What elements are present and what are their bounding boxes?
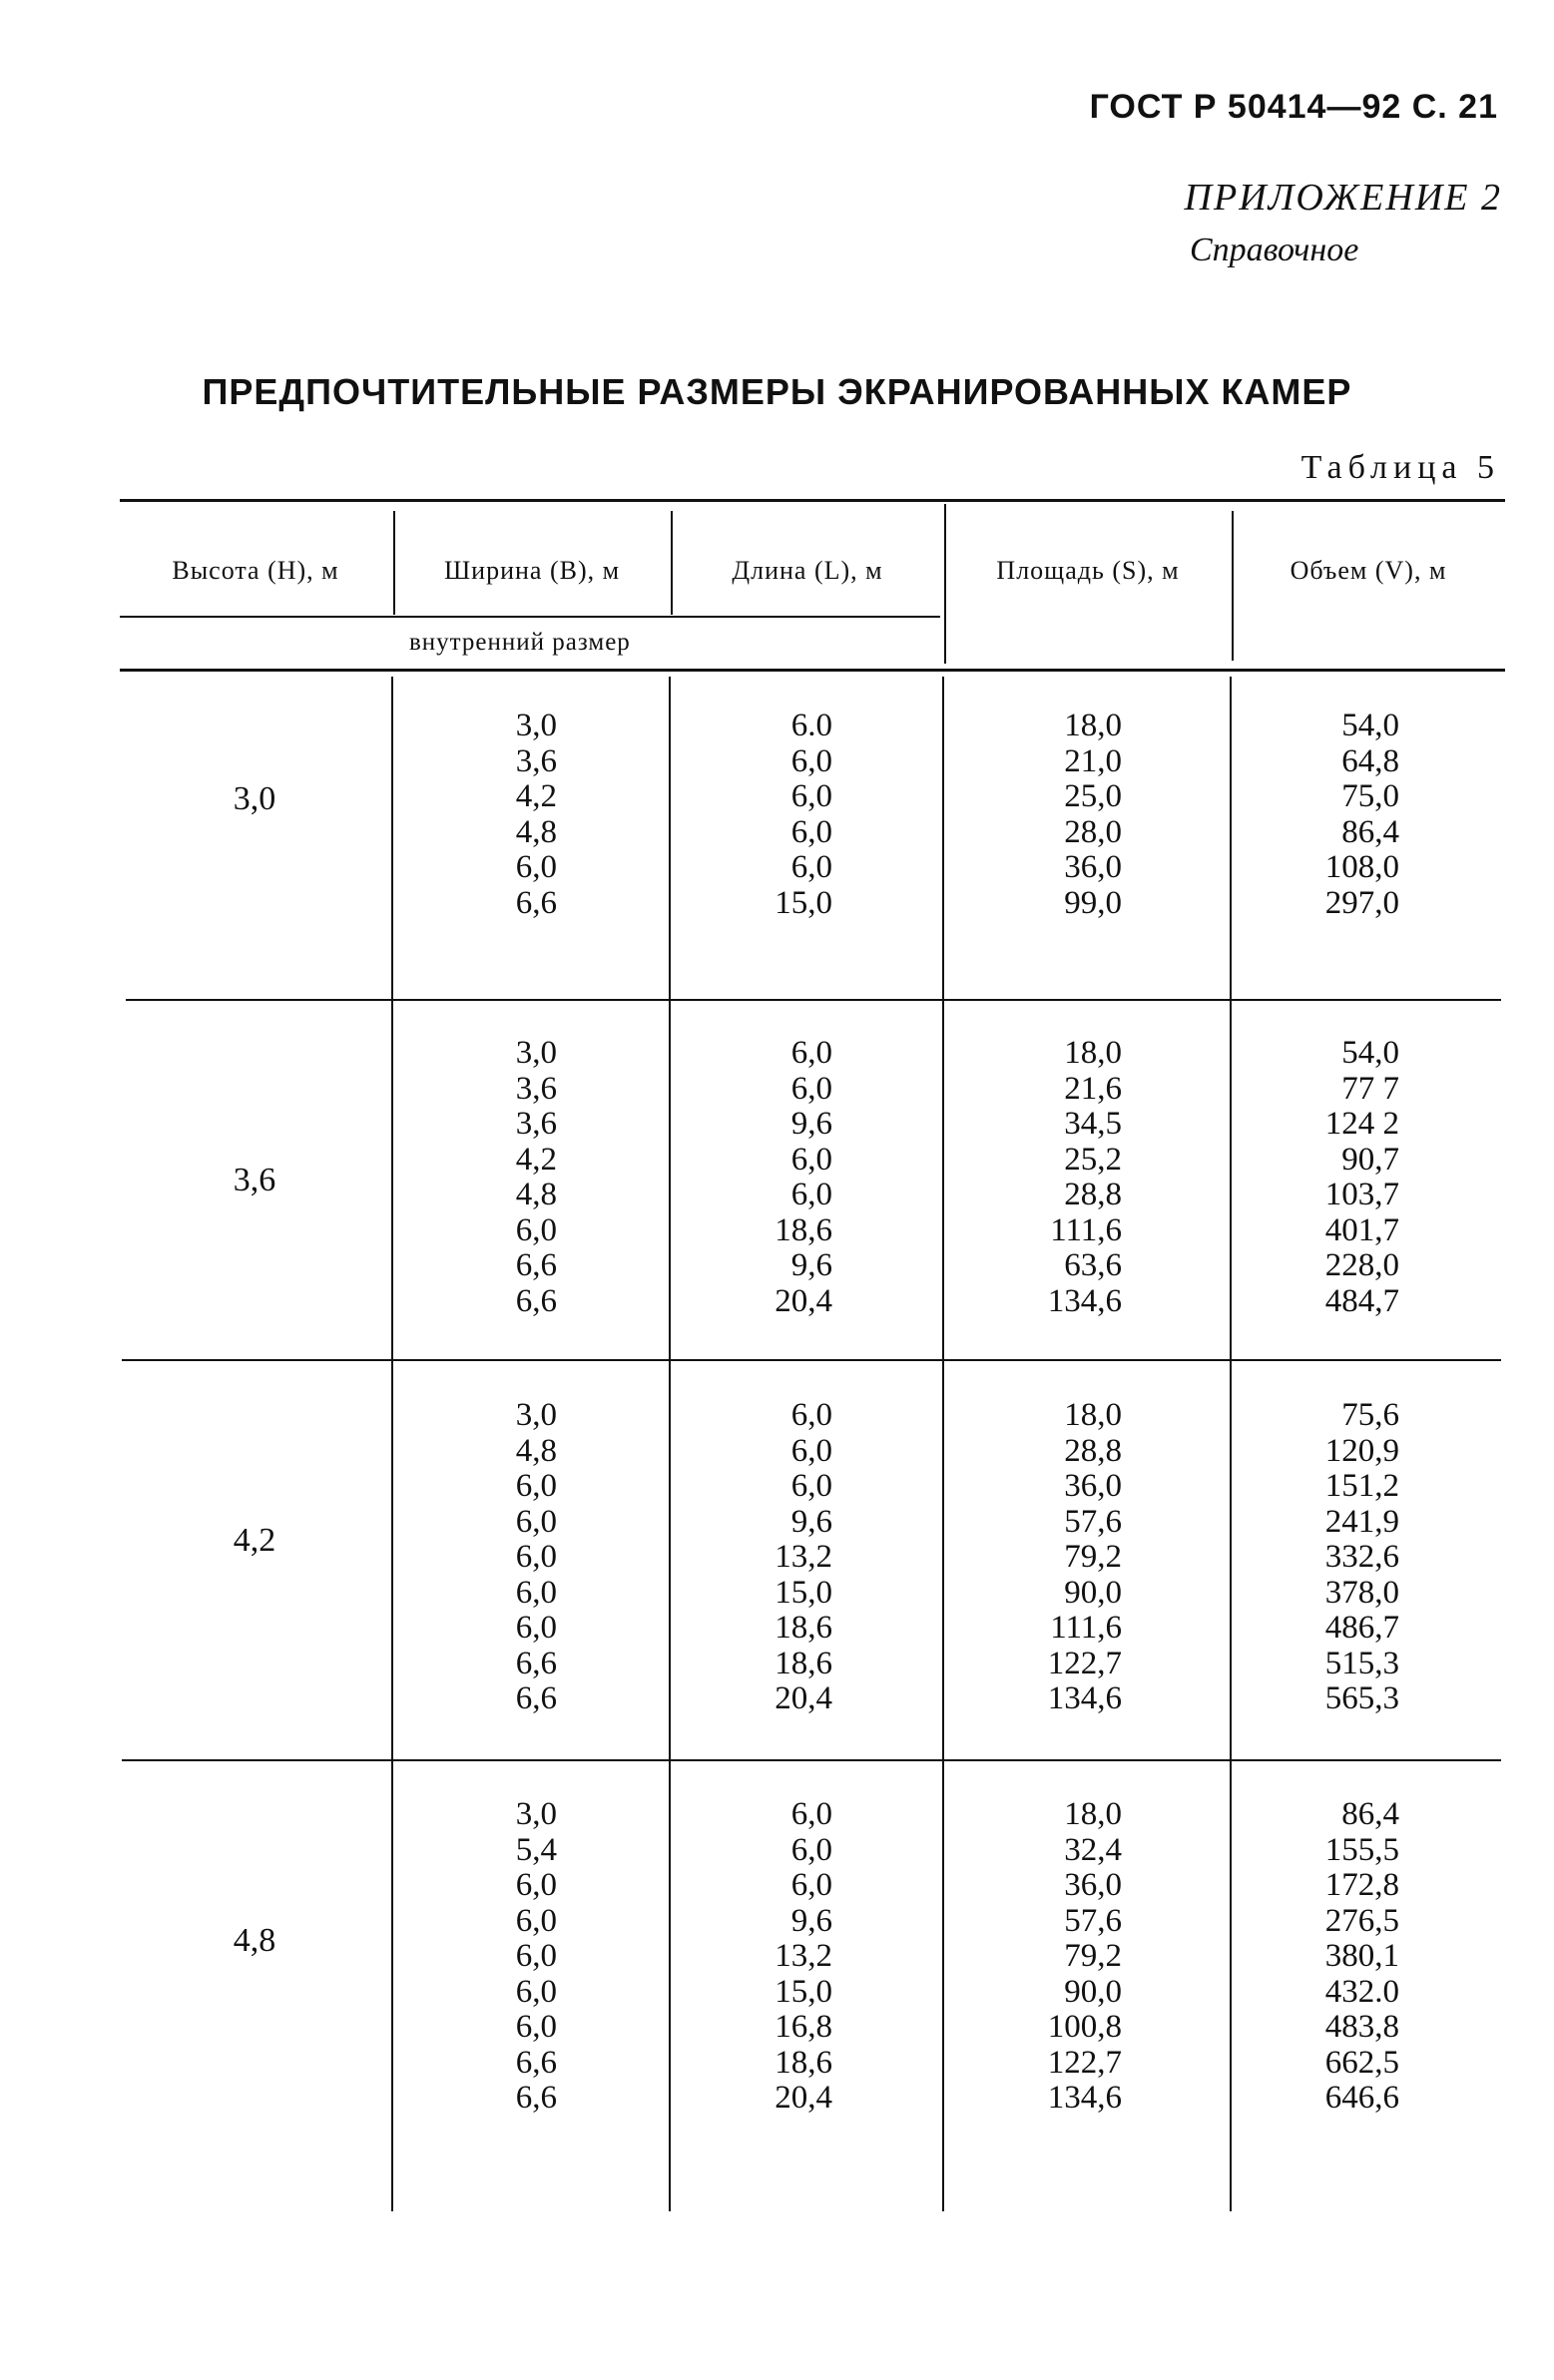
width-cell: 3,0 xyxy=(515,1796,557,1832)
length-cell: 20,4 xyxy=(775,1680,832,1716)
width-cell: 6,6 xyxy=(515,2080,557,2116)
volume-cell: 515,3 xyxy=(1324,1645,1399,1681)
col-divider-4 xyxy=(1230,677,1232,2211)
width-cell: 6,0 xyxy=(515,1938,557,1974)
area-cell: 122,7 xyxy=(1047,2044,1122,2081)
volume-cell: 483,8 xyxy=(1324,2009,1399,2045)
area-cell: 134,6 xyxy=(1047,2080,1122,2116)
table-label: Таблица 5 xyxy=(1300,449,1500,486)
volume-cell: 297,0 xyxy=(1324,884,1399,921)
area-cell: 18,0 xyxy=(1064,1397,1122,1433)
volume-cell: 378,0 xyxy=(1324,1574,1399,1611)
width-cell: 4,8 xyxy=(515,1432,557,1469)
height-value: 4,8 xyxy=(233,1922,276,1959)
length-cell: 6,0 xyxy=(790,1141,832,1178)
height-value: 3,0 xyxy=(233,780,276,817)
length-cell: 6,0 xyxy=(790,1468,832,1504)
length-cell: 9,6 xyxy=(790,1106,832,1142)
width-cell: 6,0 xyxy=(515,1503,557,1540)
area-cell: 63,6 xyxy=(1064,1247,1122,1283)
area-cell: 79,2 xyxy=(1064,1938,1122,1974)
width-column xyxy=(439,709,557,921)
volume-cell: 103,7 xyxy=(1324,1177,1399,1212)
volume-cell: 228,0 xyxy=(1324,1247,1399,1283)
width-cell: 3,0 xyxy=(515,1397,557,1433)
area-cell: 122,7 xyxy=(1047,1645,1122,1681)
width-cell: 3,6 xyxy=(515,1070,557,1107)
width-cell: 6,6 xyxy=(515,1282,557,1319)
area-cell: 25,2 xyxy=(1064,1141,1122,1178)
volume-cell: 54,0 xyxy=(1341,708,1399,743)
width-cell: 5,4 xyxy=(515,1831,557,1868)
group-rule-2 xyxy=(122,1359,1501,1361)
area-cell: 134,6 xyxy=(1047,1282,1122,1319)
length-cell: 6,0 xyxy=(790,1831,832,1868)
volume-cell: 86,4 xyxy=(1341,1796,1399,1832)
area-cell: 34,5 xyxy=(1064,1106,1122,1142)
volume-cell: 401,7 xyxy=(1324,1211,1399,1248)
width-cell: 6,0 xyxy=(515,849,557,885)
width-cell: 6,0 xyxy=(515,1539,557,1575)
volume-cell: 332,6 xyxy=(1324,1539,1399,1575)
width-cell: 6,0 xyxy=(515,1902,557,1939)
height-value: 3,6 xyxy=(233,1162,276,1198)
length-column xyxy=(715,1036,832,1319)
volume-cell: 77 7 xyxy=(1341,1070,1399,1107)
volume-cell: 108,0 xyxy=(1324,849,1399,885)
volume-cell: 276,5 xyxy=(1324,1902,1399,1939)
width-cell: 4,8 xyxy=(515,813,557,850)
group-rule-3 xyxy=(122,1759,1501,1761)
width-cell: 6,0 xyxy=(515,1610,557,1646)
length-cell: 15,0 xyxy=(775,1574,832,1611)
width-cell: 4,8 xyxy=(515,1177,557,1212)
volume-column xyxy=(1266,1036,1399,1319)
length-cell: 18,6 xyxy=(775,2044,832,2081)
width-cell: 3,6 xyxy=(515,1106,557,1142)
area-column xyxy=(998,709,1122,921)
width-cell: 3,0 xyxy=(515,1035,557,1071)
width-cell: 6,0 xyxy=(515,1468,557,1504)
length-cell: 18,6 xyxy=(775,1211,832,1248)
header-length: Длина (L), м xyxy=(732,556,883,585)
length-cell: 6,0 xyxy=(790,849,832,885)
length-column xyxy=(715,1797,832,2117)
area-cell: 28,0 xyxy=(1064,813,1122,850)
area-cell: 57,6 xyxy=(1064,1902,1122,1939)
length-cell: 6,0 xyxy=(790,813,832,850)
area-cell: 28,8 xyxy=(1064,1432,1122,1469)
length-cell: 6.0 xyxy=(790,708,832,743)
area-cell: 99,0 xyxy=(1064,884,1122,921)
length-cell: 16,8 xyxy=(775,2009,832,2045)
volume-cell: 64,8 xyxy=(1341,742,1399,779)
length-cell: 6,0 xyxy=(790,1796,832,1832)
height-value: 4,2 xyxy=(233,1522,276,1559)
length-cell: 6,0 xyxy=(790,1867,832,1903)
area-cell: 90,0 xyxy=(1064,1574,1122,1611)
length-cell: 9,6 xyxy=(790,1902,832,1939)
volume-cell: 54,0 xyxy=(1341,1035,1399,1071)
width-cell: 6,6 xyxy=(515,1680,557,1716)
length-cell: 18,6 xyxy=(775,1645,832,1681)
width-cell: 6,6 xyxy=(515,884,557,921)
volume-cell: 86,4 xyxy=(1341,813,1399,850)
area-column xyxy=(998,1036,1122,1319)
width-cell: 6,0 xyxy=(515,1211,557,1248)
width-cell: 4,2 xyxy=(515,1141,557,1178)
length-column xyxy=(715,1398,832,1717)
length-cell: 6,0 xyxy=(790,1177,832,1212)
volume-cell: 646,6 xyxy=(1324,2080,1399,2116)
length-cell: 6,0 xyxy=(790,1070,832,1107)
volume-column xyxy=(1266,1797,1399,2117)
length-cell: 9,6 xyxy=(790,1503,832,1540)
volume-cell: 90,7 xyxy=(1341,1141,1399,1178)
volume-cell: 151,2 xyxy=(1324,1468,1399,1504)
length-cell: 15,0 xyxy=(775,1973,832,2010)
area-cell: 28,8 xyxy=(1064,1177,1122,1212)
group-rule-1 xyxy=(126,999,1501,1001)
appendix-type: Справочное xyxy=(1190,232,1359,268)
area-cell: 18,0 xyxy=(1064,1035,1122,1071)
volume-cell: 484,7 xyxy=(1324,1282,1399,1319)
area-cell: 90,0 xyxy=(1064,1973,1122,2010)
width-cell: 4,2 xyxy=(515,778,557,814)
area-cell: 111,6 xyxy=(1050,1211,1122,1248)
area-cell: 21,0 xyxy=(1064,742,1122,779)
volume-cell: 172,8 xyxy=(1324,1867,1399,1903)
width-cell: 6,0 xyxy=(515,2009,557,2045)
col-divider-4-header xyxy=(1232,511,1234,661)
area-cell: 32,4 xyxy=(1064,1831,1122,1868)
length-cell: 6,0 xyxy=(790,778,832,814)
volume-cell: 124 2 xyxy=(1324,1106,1399,1142)
appendix-title: ПРИЛОЖЕНИЕ 2 xyxy=(1184,177,1502,219)
volume-cell: 120,9 xyxy=(1324,1432,1399,1469)
volume-column xyxy=(1266,1398,1399,1717)
width-cell: 6,6 xyxy=(515,1247,557,1283)
volume-cell: 241,9 xyxy=(1324,1503,1399,1540)
length-column xyxy=(715,709,832,921)
volume-column xyxy=(1266,709,1399,921)
volume-cell: 75,6 xyxy=(1341,1397,1399,1433)
width-cell: 6,0 xyxy=(515,1867,557,1903)
width-cell: 6,6 xyxy=(515,2044,557,2081)
length-cell: 6,0 xyxy=(790,742,832,779)
header-volume: Объем (V), м xyxy=(1290,556,1447,585)
header-width: Ширина (B), м xyxy=(443,556,621,585)
length-cell: 20,4 xyxy=(775,2080,832,2116)
area-cell: 134,6 xyxy=(1047,1680,1122,1716)
area-cell: 79,2 xyxy=(1064,1539,1122,1575)
length-cell: 20,4 xyxy=(775,1282,832,1319)
length-cell: 15,0 xyxy=(775,884,832,921)
area-column xyxy=(998,1398,1122,1717)
area-cell: 21,6 xyxy=(1064,1070,1122,1107)
page-title: ПРЕДПОЧТИТЕЛЬНЫЕ РАЗМЕРЫ ЭКРАНИРОВАННЫХ КАМЕР xyxy=(202,371,1352,412)
length-cell: 13,2 xyxy=(775,1938,832,1974)
volume-cell: 380,1 xyxy=(1324,1938,1399,1974)
length-cell: 13,2 xyxy=(775,1539,832,1575)
area-cell: 36,0 xyxy=(1064,849,1122,885)
volume-cell: 432.0 xyxy=(1324,1973,1399,2010)
header-inner-size: внутренний размер xyxy=(409,629,631,656)
length-cell: 18,6 xyxy=(775,1610,832,1646)
header-bottom-rule xyxy=(120,669,1505,672)
area-cell: 100,8 xyxy=(1047,2009,1122,2045)
area-cell: 18,0 xyxy=(1064,708,1122,743)
area-cell: 25,0 xyxy=(1064,778,1122,814)
width-cell: 3,6 xyxy=(515,742,557,779)
length-cell: 6,0 xyxy=(790,1035,832,1071)
width-column xyxy=(439,1036,557,1319)
width-column xyxy=(439,1797,557,2117)
length-cell: 6,0 xyxy=(790,1397,832,1433)
volume-cell: 486,7 xyxy=(1324,1610,1399,1646)
col-divider-2 xyxy=(669,677,671,2211)
area-cell: 36,0 xyxy=(1064,1468,1122,1504)
length-cell: 9,6 xyxy=(790,1247,832,1283)
col-divider-1 xyxy=(391,677,393,2211)
table-top-rule xyxy=(120,499,1505,502)
header-sub-rule xyxy=(120,616,940,618)
width-cell: 6,6 xyxy=(515,1645,557,1681)
width-cell: 6,0 xyxy=(515,1973,557,2010)
area-cell: 111,6 xyxy=(1050,1610,1122,1646)
volume-cell: 662,5 xyxy=(1324,2044,1399,2081)
width-cell: 3,0 xyxy=(515,708,557,743)
volume-cell: 565,3 xyxy=(1324,1680,1399,1716)
volume-cell: 155,5 xyxy=(1324,1831,1399,1868)
area-column xyxy=(998,1797,1122,2117)
width-column xyxy=(439,1398,557,1717)
volume-cell: 75,0 xyxy=(1341,778,1399,814)
area-cell: 36,0 xyxy=(1064,1867,1122,1903)
area-cell: 57,6 xyxy=(1064,1503,1122,1540)
gost-header: ГОСТ Р 50414—92 С. 21 xyxy=(1089,88,1498,126)
header-area: Площадь (S), м xyxy=(996,556,1180,585)
header-height: Высота (H), м xyxy=(172,556,339,585)
col-divider-3 xyxy=(942,677,944,2211)
width-cell: 6,0 xyxy=(515,1574,557,1611)
area-cell: 18,0 xyxy=(1064,1796,1122,1832)
length-cell: 6,0 xyxy=(790,1432,832,1469)
